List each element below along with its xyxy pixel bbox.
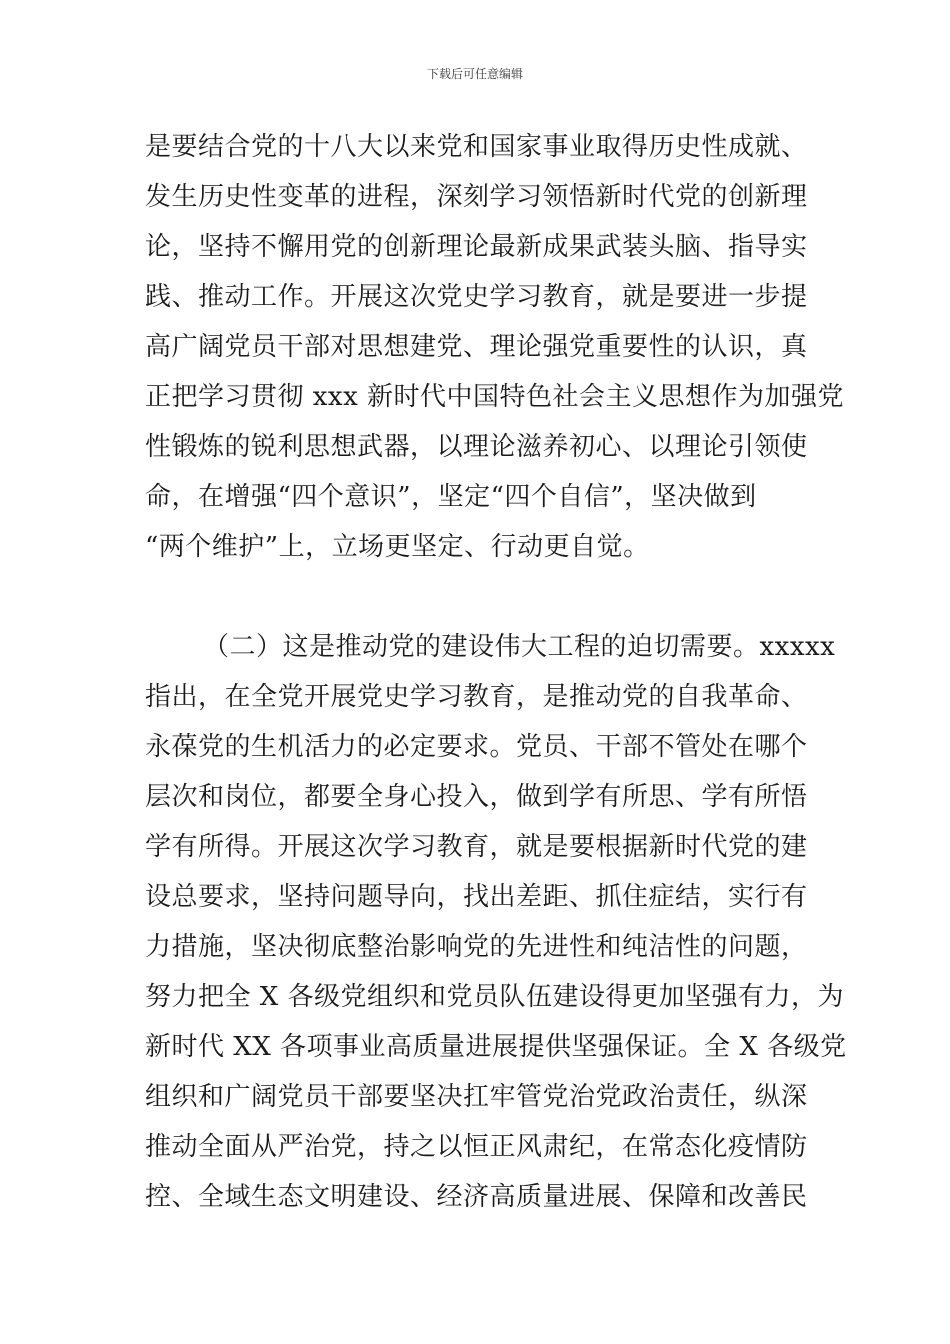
page-header: 下载后可任意编辑 xyxy=(426,67,523,81)
text-line: 指出，在全党开展党史学习教育，是推动党的自我革命、 xyxy=(145,682,808,712)
paragraph-1 xyxy=(145,122,845,572)
text-line: 高广阔党员干部对思想建党、理论强党重要性的认识，真 xyxy=(145,332,808,362)
text-line: “两个维护”上，立场更坚定、行动更自觉。 xyxy=(145,532,650,562)
text-line: 组织和广阔党员干部要坚决扛牢管党治党政治责任，纵深 xyxy=(145,1082,808,1112)
text-line: 推动全面从严治党，持之以恒正风肃纪，在常态化疫情防 xyxy=(145,1132,808,1162)
text-line: 学有所得。开展这次学习教育，就是要根据新时代党的建 xyxy=(145,832,808,862)
text-line: 正把学习贯彻 xxx 新时代中国特色社会主义思想作为加强党 xyxy=(145,382,845,412)
text-line: 永葆党的生机活力的必定要求。党员、干部不管处在哪个 xyxy=(145,732,808,762)
paragraph-2 xyxy=(145,622,847,1222)
text-line: 性锻炼的锐利思想武器，以理论滋养初心、以理论引领使 xyxy=(145,432,808,462)
text-line: 控、全域生态文明建设、经济高质量进展、保障和改善民 xyxy=(145,1182,808,1212)
text-line: 力措施，坚决彻底整治影响党的先进性和纯洁性的问题， xyxy=(145,932,808,962)
text-line: 发生历史性变革的进程，深刻学习领悟新时代党的创新理 xyxy=(145,182,808,212)
text-line: 命，在增强“四个意识”，坚定“四个自信”，坚决做到 xyxy=(145,482,757,512)
text-line: 努力把全 X 各级党组织和党员队伍建设得更加坚强有力，为 xyxy=(145,982,845,1012)
text-line: 践、推动工作。开展这次党史学习教育，就是要进一步提 xyxy=(145,282,808,312)
text-line: 设总要求，坚持问题导向，找出差距、抓住症结，实行有 xyxy=(145,882,808,912)
text-line: （二）这是推动党的建设伟大工程的迫切需要。xxxxx xyxy=(203,632,836,662)
text-line: 是要结合党的十八大以来党和国家事业取得历史性成就、 xyxy=(145,132,808,162)
text-line: 论，坚持不懈用党的创新理论最新成果武装头脑、指导实 xyxy=(145,232,808,262)
text-line: 新时代 XX 各项事业高质量进展提供坚强保证。全 X 各级党 xyxy=(145,1032,847,1062)
text-line: 层次和岗位，都要全身心投入，做到学有所思、学有所悟 xyxy=(145,782,808,812)
